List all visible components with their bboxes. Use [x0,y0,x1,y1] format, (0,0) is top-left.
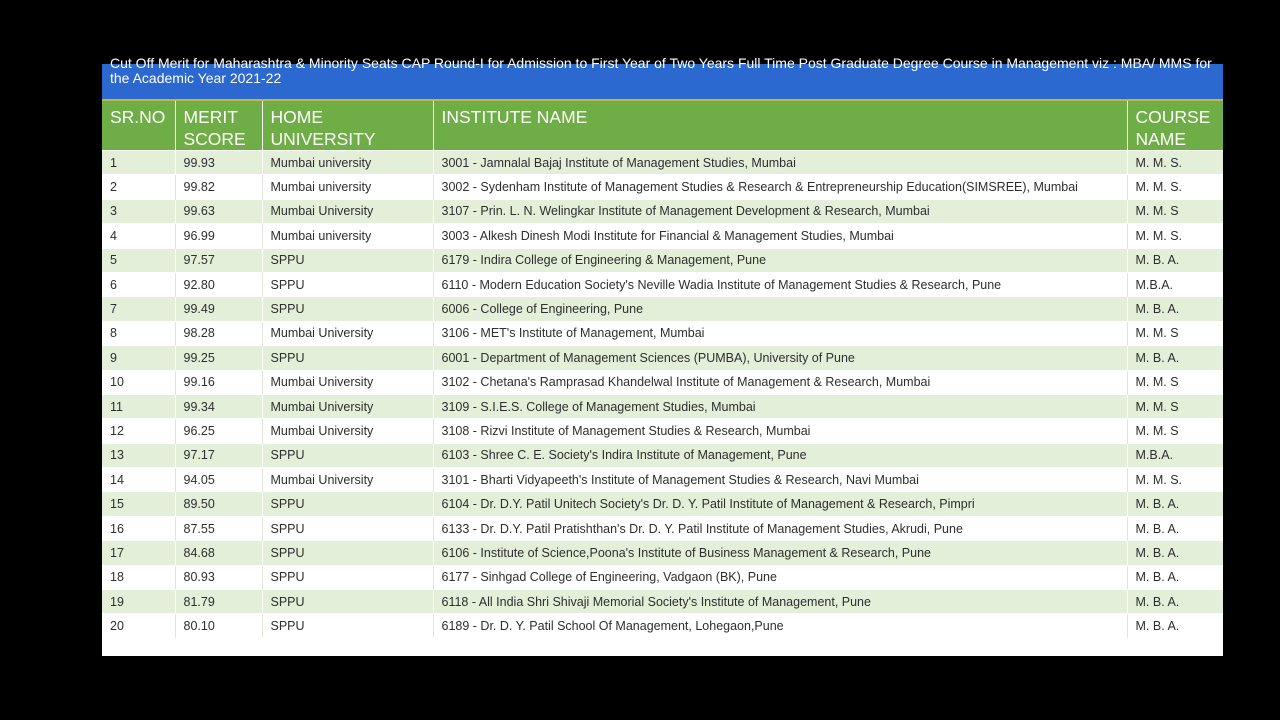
table-row [102,199,1223,223]
course-name-cell: M. M. S [1127,321,1223,345]
institute-name-cell: 6106 - Institute of Science,Poona's Institute of Business Management & Research, Pune [433,541,1127,565]
sr-no-cell: 7 [102,297,175,321]
table-row [102,248,1223,272]
merit-score-cell: 99.82 [175,175,262,199]
home-university-cell: SPPU [262,248,433,272]
course-name-cell: M. M. S [1127,370,1223,394]
home-university-cell: SPPU [262,516,433,540]
institute-name-cell: 3106 - MET's Institute of Management, Mumbai [433,321,1127,345]
home-university-cell: SPPU [262,614,433,638]
home-university-cell: Mumbai university [262,175,433,199]
course-name-cell: M. B. A. [1127,516,1223,540]
institute-name-cell: 3001 - Jamnalal Bajaj Institute of Management Studies, Mumbai [433,151,1127,175]
course-name-cell: M. M. S. [1127,468,1223,492]
sr-no-cell: 15 [102,492,175,516]
merit-score-cell: 99.34 [175,394,262,418]
table-row [102,443,1223,467]
institute-name-cell: 3101 - Bharti Vidyapeeth's Institute of Management Studies & Research, Navi Mumbai [433,468,1127,492]
merit-score-cell: 84.68 [175,541,262,565]
course-name-cell: M. B. A. [1127,590,1223,614]
sr-no-cell: 14 [102,468,175,492]
sr-no-cell: 2 [102,175,175,199]
sr-no-cell: 6 [102,272,175,296]
course-name-cell: M. M. S. [1127,224,1223,248]
merit-score-cell: 99.16 [175,370,262,394]
header-sr-no: SR.NO [102,101,175,151]
course-name-cell: M.B.A. [1127,443,1223,467]
course-name-cell: M. B. A. [1127,346,1223,370]
merit-score-cell: 89.50 [175,492,262,516]
course-name-cell: M. B. A. [1127,248,1223,272]
sr-no-cell: 13 [102,443,175,467]
merit-score-cell: 98.28 [175,321,262,345]
home-university-cell: Mumbai University [262,321,433,345]
sr-no-cell: 12 [102,419,175,443]
institute-name-cell: 6006 - College of Engineering, Pune [433,297,1127,321]
home-university-cell: SPPU [262,541,433,565]
table-header-row [102,101,1223,151]
course-name-cell: M. B. A. [1127,492,1223,516]
sr-no-cell: 3 [102,199,175,223]
institute-name-cell: 3002 - Sydenham Institute of Management Studies & Research & Entrepreneurship Education(SIMSREE), Mumbai [433,175,1127,199]
merit-score-cell: 97.57 [175,248,262,272]
table-row [102,370,1223,394]
home-university-cell: SPPU [262,492,433,516]
sr-no-cell: 9 [102,346,175,370]
header-home-university: HOME UNIVERSITY [262,101,433,151]
header-merit-score: MERIT SCORE [175,101,262,151]
institute-name-cell: 6118 - All India Shri Shivaji Memorial Society's Institute of Management, Pune [433,590,1127,614]
merit-score-cell: 99.63 [175,199,262,223]
table-row [102,590,1223,614]
merit-score-cell: 96.25 [175,419,262,443]
home-university-cell: Mumbai University [262,370,433,394]
merit-score-cell: 99.25 [175,346,262,370]
institute-name-cell: 6177 - Sinhgad College of Engineering, Vadgaon (BK), Pune [433,565,1127,589]
institute-name-cell: 6104 - Dr. D.Y. Patil Unitech Society's Dr. D. Y. Patil Institute of Management & Research, Pimpri [433,492,1127,516]
header-institute-name: INSTITUTE NAME [433,101,1127,151]
sr-no-cell: 16 [102,516,175,540]
merit-score-cell: 99.93 [175,151,262,175]
sr-no-cell: 11 [102,394,175,418]
home-university-cell: Mumbai University [262,419,433,443]
home-university-cell: SPPU [262,565,433,589]
institute-name-cell: 3102 - Chetana's Ramprasad Khandelwal Institute of Management & Research, Mumbai [433,370,1127,394]
course-name-cell: M. M. S [1127,394,1223,418]
merit-score-cell: 80.93 [175,565,262,589]
table-row [102,297,1223,321]
institute-name-cell: 6179 - Indira College of Engineering & Management, Pune [433,248,1127,272]
course-name-cell: M. M. S. [1127,175,1223,199]
sr-no-cell: 4 [102,224,175,248]
cutoff-document [102,55,1223,656]
course-name-cell: M. B. A. [1127,541,1223,565]
table-row [102,272,1223,296]
table-row [102,468,1223,492]
home-university-cell: SPPU [262,590,433,614]
table-row [102,516,1223,540]
institute-name-cell: 3108 - Rizvi Institute of Management Studies & Research, Mumbai [433,419,1127,443]
merit-score-cell: 92.80 [175,272,262,296]
institute-name-cell: 6189 - Dr. D. Y. Patil School Of Management, Lohegaon,Pune [433,614,1127,638]
sr-no-cell: 18 [102,565,175,589]
table-row [102,492,1223,516]
institute-name-cell: 3107 - Prin. L. N. Welingkar Institute of Management Development & Research, Mumbai [433,199,1127,223]
sr-no-cell: 10 [102,370,175,394]
institute-name-cell: 6110 - Modern Education Society's Neville Wadia Institute of Management Studies & Research, Pune [433,272,1127,296]
institute-name-cell: 6103 - Shree C. E. Society's Indira Institute of Management, Pune [433,443,1127,467]
home-university-cell: SPPU [262,346,433,370]
home-university-cell: Mumbai University [262,199,433,223]
institute-name-cell: 3109 - S.I.E.S. College of Management Studies, Mumbai [433,394,1127,418]
merit-score-cell: 99.49 [175,297,262,321]
merit-score-cell: 81.79 [175,590,262,614]
institute-name-cell: 6133 - Dr. D.Y. Patil Pratishthan's Dr. D. Y. Patil Institute of Management Studies, Akrudi, Pune [433,516,1127,540]
table-row [102,175,1223,199]
merit-score-cell: 96.99 [175,224,262,248]
sr-no-cell: 17 [102,541,175,565]
institute-name-cell: 3003 - Alkesh Dinesh Modi Institute for Financial & Management Studies, Mumbai [433,224,1127,248]
sr-no-cell: 5 [102,248,175,272]
table-row [102,224,1223,248]
table-row [102,565,1223,589]
table-row [102,419,1223,443]
course-name-cell: M. M. S. [1127,151,1223,175]
sr-no-cell: 1 [102,151,175,175]
header-course-name: COURSE NAME [1127,101,1223,151]
table-row [102,346,1223,370]
table-row [102,394,1223,418]
merit-score-cell: 80.10 [175,614,262,638]
document-title: Cut Off Merit for Maharashtra & Minority Seats CAP Round-I for Admission to First Year of Two Years Full Time Post Graduate Degree Course in Management viz : MBA/ MMS for the Academic Year 2021-22 [110,55,1212,86]
table-row [102,541,1223,565]
home-university-cell: Mumbai university [262,224,433,248]
cutoff-table [102,101,1223,638]
merit-score-cell: 87.55 [175,516,262,540]
sr-no-cell: 8 [102,321,175,345]
home-university-cell: SPPU [262,297,433,321]
course-name-cell: M. M. S [1127,419,1223,443]
course-name-cell: M. B. A. [1127,614,1223,638]
course-name-cell: M.B.A. [1127,272,1223,296]
home-university-cell: SPPU [262,272,433,296]
table-row [102,321,1223,345]
home-university-cell: Mumbai University [262,394,433,418]
institute-name-cell: 6001 - Department of Management Sciences (PUMBA), University of Pune [433,346,1127,370]
merit-score-cell: 94.05 [175,468,262,492]
merit-score-cell: 97.17 [175,443,262,467]
table-row [102,151,1223,175]
table-row [102,614,1223,638]
title-bar [102,55,1223,101]
course-name-cell: M. B. A. [1127,297,1223,321]
home-university-cell: Mumbai University [262,468,433,492]
home-university-cell: SPPU [262,443,433,467]
home-university-cell: Mumbai university [262,151,433,175]
sr-no-cell: 20 [102,614,175,638]
sr-no-cell: 19 [102,590,175,614]
course-name-cell: M. M. S [1127,199,1223,223]
course-name-cell: M. B. A. [1127,565,1223,589]
